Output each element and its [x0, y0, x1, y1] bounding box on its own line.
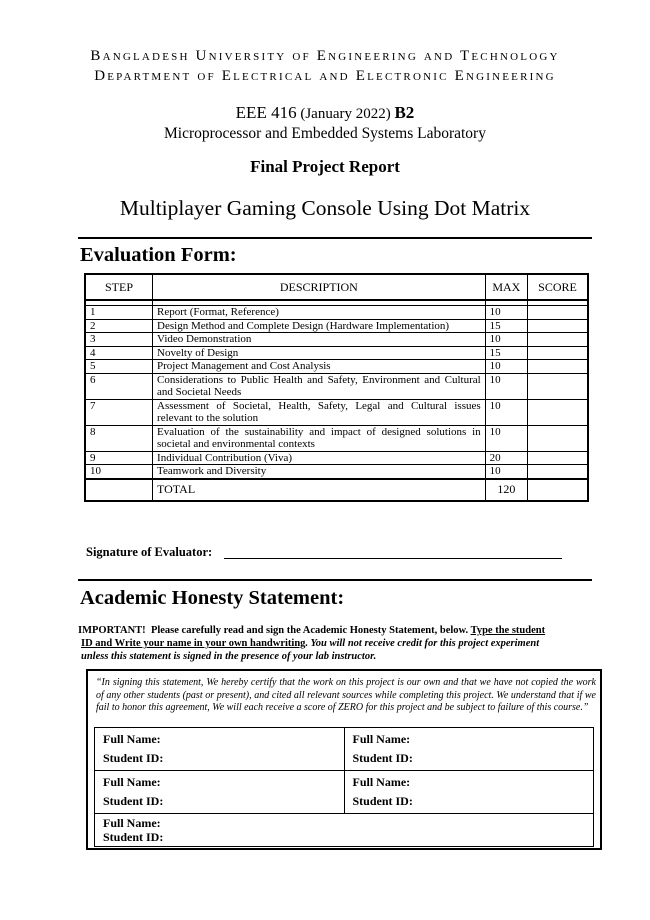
description-cell: Novelty of Design — [153, 346, 486, 360]
description-cell: Considerations to Public Health and Safety, Environment and Cultural and Societal Needs — [153, 373, 486, 399]
description-cell: Teamwork and Diversity — [153, 465, 486, 479]
max-cell: 15 — [485, 319, 527, 333]
step-cell: 6 — [85, 373, 153, 399]
table-row — [85, 425, 588, 451]
score-cell[interactable] — [528, 425, 589, 451]
step-cell: 3 — [85, 333, 153, 347]
column-header-step: STEP — [85, 274, 153, 300]
score-cell[interactable] — [528, 373, 589, 399]
full-name-label: Full Name: — [352, 732, 411, 746]
honesty-statement-text: “In signing this statement, We hereby certify that the work on this project is our own and that we have not copied the work of any other students (past or present), and cited all relevant sources while completing this project. We understand that if we fail to honor this agreement, We will each receive a score of ZERO for this project and be subject to failure of this course.” — [96, 677, 596, 713]
step-cell: 9 — [85, 451, 153, 465]
important-italic-2: unless this statement is signed in the presence of your lab instructor. — [81, 651, 377, 662]
signature-cell[interactable] — [344, 771, 594, 814]
total-label: TOTAL — [153, 479, 486, 501]
signature-cell[interactable] — [95, 814, 594, 847]
signature-row — [95, 728, 594, 771]
description-cell: Video Demonstration — [153, 333, 486, 347]
important-underlined-2: ID and Write your name in your own handwriting — [81, 638, 306, 649]
description-cell: Evaluation of the sustainability and impact of designed solutions in societal and environmental contexts — [153, 425, 486, 451]
score-cell[interactable] — [528, 319, 589, 333]
description-cell: Individual Contribution (Viva) — [153, 451, 486, 465]
full-name-label: Full Name: — [103, 775, 161, 789]
total-score-cell[interactable] — [528, 479, 589, 501]
column-header-score: SCORE — [528, 274, 589, 300]
report-type: Final Project Report — [250, 157, 400, 176]
table-row — [85, 319, 588, 333]
course-line — [0, 103, 650, 123]
honesty-statement-box — [86, 669, 602, 850]
score-cell[interactable] — [528, 465, 589, 479]
important-label: IMPORTANT! — [78, 625, 146, 636]
university-header — [0, 46, 650, 86]
max-cell: 10 — [485, 465, 527, 479]
total-row — [85, 479, 588, 501]
course-code: EEE 416 — [235, 103, 297, 122]
important-italic-1: . You will not receive credit for this project experiment — [305, 638, 540, 649]
table-row — [85, 346, 588, 360]
project-title: Multiplayer Gaming Console Using Dot Matrix — [119, 196, 531, 220]
table-row — [85, 306, 588, 320]
university-name — [0, 46, 650, 66]
description-cell: Assessment of Societal, Health, Safety, Legal and Cultural issues relevant to the solution — [153, 399, 486, 425]
full-name-label: Full Name: — [352, 775, 411, 789]
score-cell[interactable] — [528, 399, 589, 425]
department-name-text: Department of Electrical and Electronic Engineering — [94, 68, 556, 84]
step-cell: 8 — [85, 425, 153, 451]
total-step-cell — [85, 479, 153, 501]
student-id-label: Student ID: — [352, 751, 413, 765]
step-cell: 5 — [85, 360, 153, 374]
column-header-max: MAX — [485, 274, 527, 300]
signature-row — [95, 814, 594, 847]
signature-cell[interactable] — [95, 771, 345, 814]
evaluation-heading: Evaluation Form: — [80, 244, 237, 266]
evaluator-signature-line[interactable] — [224, 558, 562, 559]
signature-row — [95, 771, 594, 814]
table-header-row — [85, 274, 588, 300]
max-cell: 10 — [485, 306, 527, 320]
student-id-label: Student ID: — [352, 794, 413, 808]
signature-cell[interactable] — [95, 728, 345, 771]
divider-top — [78, 237, 592, 239]
table-row — [85, 451, 588, 465]
important-notice — [78, 624, 576, 663]
university-name-text: Bangladesh University of Engineering and Technology — [90, 48, 560, 64]
description-cell: Design Method and Complete Design (Hardware Implementation) — [153, 319, 486, 333]
signature-cell[interactable] — [344, 728, 594, 771]
step-cell: 2 — [85, 319, 153, 333]
honesty-heading: Academic Honesty Statement: — [80, 587, 345, 609]
lab-name: Microprocessor and Embedded Systems Laboratory — [164, 125, 486, 142]
important-line-2 — [78, 637, 576, 650]
max-cell: 10 — [485, 425, 527, 451]
table-row — [85, 333, 588, 347]
max-cell: 10 — [485, 399, 527, 425]
score-cell[interactable] — [528, 333, 589, 347]
column-header-description: DESCRIPTION — [153, 274, 486, 300]
full-name-label: Full Name: — [103, 816, 161, 830]
max-cell: 20 — [485, 451, 527, 465]
evaluator-signature-label: Signature of Evaluator: — [86, 545, 213, 559]
step-cell: 4 — [85, 346, 153, 360]
step-cell: 10 — [85, 465, 153, 479]
max-cell: 10 — [485, 360, 527, 374]
table-row — [85, 360, 588, 374]
student-id-label: Student ID: — [103, 751, 164, 765]
evaluation-table — [84, 273, 589, 502]
course-section: B2 — [394, 103, 415, 122]
student-id-label: Student ID: — [103, 830, 164, 844]
signatures-table — [94, 727, 594, 847]
score-cell[interactable] — [528, 346, 589, 360]
divider-middle — [78, 579, 592, 581]
score-cell[interactable] — [528, 451, 589, 465]
department-name — [0, 66, 650, 86]
student-id-label: Student ID: — [103, 794, 164, 808]
total-max: 120 — [485, 479, 527, 501]
description-cell: Report (Format, Reference) — [153, 306, 486, 320]
table-row — [85, 399, 588, 425]
full-name-label: Full Name: — [103, 732, 161, 746]
table-row — [85, 373, 588, 399]
table-row — [85, 465, 588, 479]
max-cell: 15 — [485, 346, 527, 360]
score-cell[interactable] — [528, 360, 589, 374]
step-cell: 1 — [85, 306, 153, 320]
score-cell[interactable] — [528, 306, 589, 320]
course-session: (January 2022) — [300, 106, 391, 122]
max-cell: 10 — [485, 333, 527, 347]
max-cell: 10 — [485, 373, 527, 399]
description-cell: Project Management and Cost Analysis — [153, 360, 486, 374]
important-text: Please carefully read and sign the Academic Honesty Statement, below. — [150, 625, 469, 636]
important-line-1 — [78, 624, 576, 637]
important-underlined-1: Type the student — [470, 625, 546, 636]
step-cell: 7 — [85, 399, 153, 425]
